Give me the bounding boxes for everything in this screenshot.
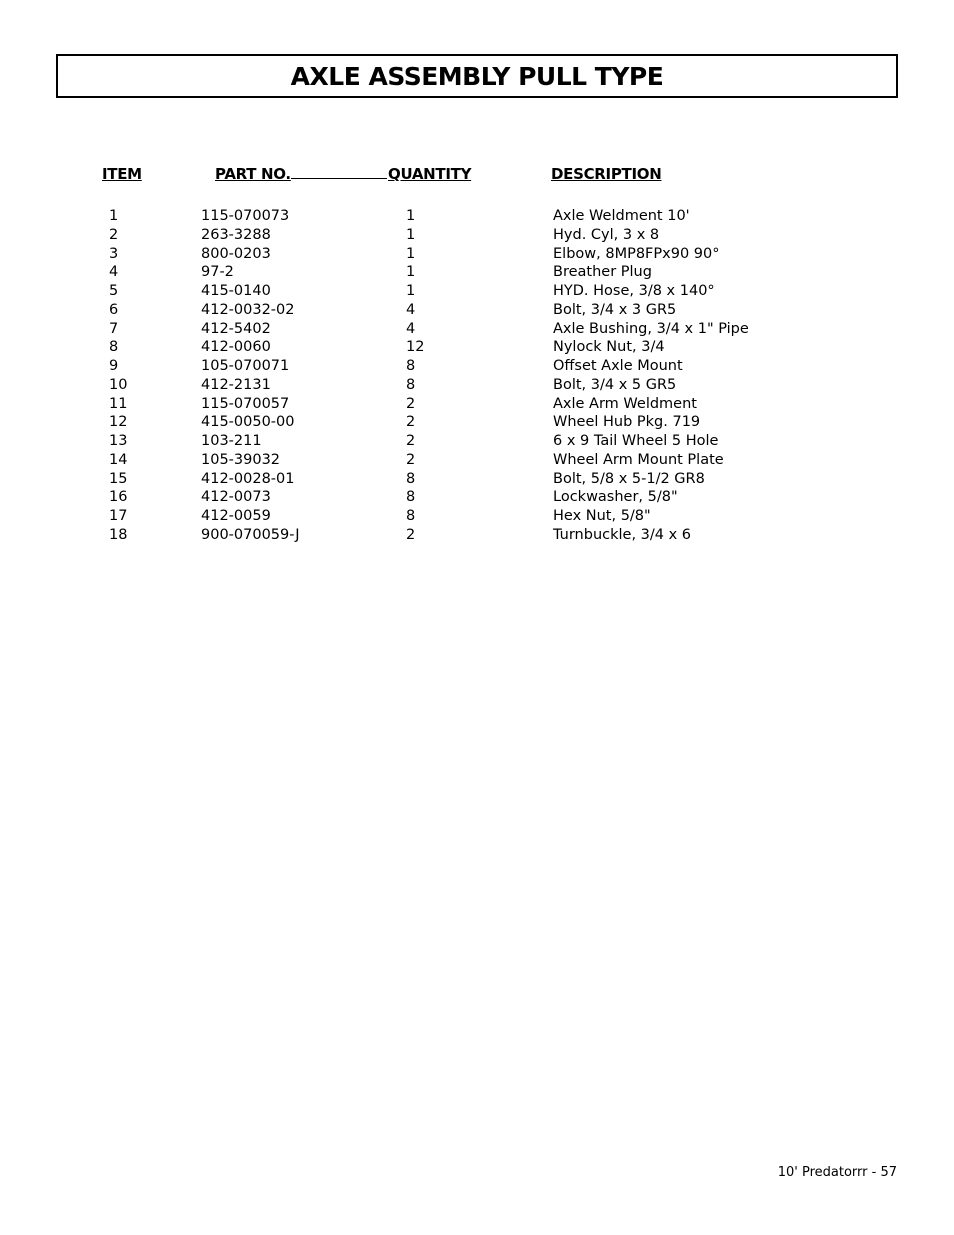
cell-description: Nylock Nut, 3/4	[553, 339, 665, 356]
cell-part-no: 97-2	[201, 264, 234, 281]
cell-quantity: 12	[406, 339, 425, 356]
table-row	[0, 207, 954, 226]
cell-item: 7	[109, 320, 119, 337]
table-row	[0, 245, 954, 264]
cell-part-no: 412-0032-02	[201, 301, 295, 318]
cell-quantity: 8	[406, 508, 416, 524]
cell-description: Bolt, 3/4 x 3 GR5	[553, 301, 677, 318]
cell-part-no: 412-0059	[201, 508, 271, 524]
cell-quantity: 8	[406, 470, 416, 487]
header-part-no	[215, 164, 387, 184]
parts-table	[0, 207, 954, 545]
cell-description: Axle Arm Weldment	[553, 395, 697, 412]
table-row	[0, 320, 954, 339]
cell-item: 15	[109, 470, 128, 487]
table-row	[0, 470, 954, 489]
cell-item: 17	[109, 508, 128, 524]
cell-description: Turnbuckle, 3/4 x 6	[553, 526, 692, 543]
cell-description: Hex Nut, 5/8"	[553, 508, 651, 524]
cell-description: Offset Axle Mount	[553, 358, 683, 374]
cell-part-no: 105-070071	[201, 358, 290, 374]
cell-description: Bolt, 3/4 x 5 GR5	[553, 376, 677, 393]
cell-item: 12	[109, 414, 128, 431]
cell-quantity: 2	[406, 395, 416, 412]
table-row	[0, 226, 954, 245]
table-row	[0, 282, 954, 301]
cell-item: 16	[109, 489, 128, 506]
cell-item: 11	[109, 395, 128, 412]
cell-part-no: 415-0140	[201, 283, 271, 299]
cell-item: 18	[109, 526, 128, 543]
cell-description: 6 x 9 Tail Wheel 5 Hole	[553, 433, 719, 449]
cell-description: Axle Weldment 10'	[553, 208, 690, 224]
cell-item: 9	[109, 358, 119, 374]
cell-description: Lockwasher, 5/8"	[553, 489, 678, 506]
table-row	[0, 413, 954, 432]
cell-part-no: 105-39032	[201, 451, 281, 468]
cell-item: 4	[109, 264, 119, 281]
table-row	[0, 395, 954, 414]
cell-quantity: 2	[406, 414, 416, 431]
cell-item: 5	[109, 283, 119, 299]
cell-quantity: 2	[406, 526, 416, 543]
cell-description: Axle Bushing, 3/4 x 1" Pipe	[553, 320, 749, 337]
table-row	[0, 376, 954, 395]
cell-part-no: 415-0050-00	[201, 414, 295, 431]
cell-item: 10	[109, 376, 128, 393]
cell-part-no: 103-211	[201, 433, 262, 449]
table-row	[0, 432, 954, 451]
cell-quantity: 1	[406, 264, 416, 281]
cell-quantity: 8	[406, 376, 416, 393]
cell-part-no: 412-0028-01	[201, 470, 295, 487]
cell-quantity: 2	[406, 451, 416, 468]
cell-quantity: 2	[406, 433, 416, 449]
cell-quantity: 8	[406, 358, 416, 374]
cell-part-no: 412-2131	[201, 376, 271, 393]
cell-description: Wheel Hub Pkg. 719	[553, 414, 701, 431]
header-part-no-label: PART NO.	[215, 165, 291, 183]
cell-item: 6	[109, 301, 119, 318]
cell-description: Wheel Arm Mount Plate	[553, 451, 724, 468]
table-row	[0, 357, 954, 376]
cell-quantity: 1	[406, 208, 416, 224]
cell-description: HYD. Hose, 3/8 x 140°	[553, 283, 715, 299]
table-row	[0, 451, 954, 470]
cell-quantity: 1	[406, 245, 416, 262]
cell-part-no: 900-070059-J	[201, 526, 300, 543]
table-row	[0, 301, 954, 320]
cell-description: Hyd. Cyl, 3 x 8	[553, 226, 660, 243]
cell-part-no: 412-0060	[201, 339, 271, 356]
cell-part-no: 412-0073	[201, 489, 271, 506]
page-title-box	[56, 54, 898, 98]
cell-quantity: 4	[406, 301, 416, 318]
header-quantity: QUANTITY	[388, 165, 472, 183]
cell-item: 13	[109, 433, 128, 449]
cell-description: Elbow, 8MP8FPx90 90°	[553, 245, 720, 262]
cell-item: 1	[109, 208, 119, 224]
cell-item: 3	[109, 245, 119, 262]
cell-quantity: 4	[406, 320, 416, 337]
header-item: ITEM	[102, 165, 142, 183]
cell-part-no: 800-0203	[201, 245, 271, 262]
cell-part-no: 115-070073	[201, 208, 290, 224]
table-row	[0, 488, 954, 507]
page-footer: 10' Predatorrr - 57	[777, 1165, 897, 1180]
cell-part-no: 412-5402	[201, 320, 271, 337]
header-description: DESCRIPTION	[551, 165, 662, 183]
cell-quantity: 1	[406, 283, 416, 299]
page-title: AXLE ASSEMBLY PULL TYPE	[290, 61, 664, 91]
cell-quantity: 8	[406, 489, 416, 506]
cell-part-no: 115-070057	[201, 395, 290, 412]
cell-item: 2	[109, 226, 119, 243]
cell-description: Breather Plug	[553, 264, 652, 281]
cell-description: Bolt, 5/8 x 5-1/2 GR8	[553, 470, 705, 487]
table-row	[0, 338, 954, 357]
cell-item: 8	[109, 339, 119, 356]
table-row	[0, 263, 954, 282]
cell-part-no: 263-3288	[201, 226, 271, 243]
table-row	[0, 507, 954, 526]
cell-quantity: 1	[406, 226, 416, 243]
cell-item: 14	[109, 451, 128, 468]
table-row	[0, 526, 954, 545]
